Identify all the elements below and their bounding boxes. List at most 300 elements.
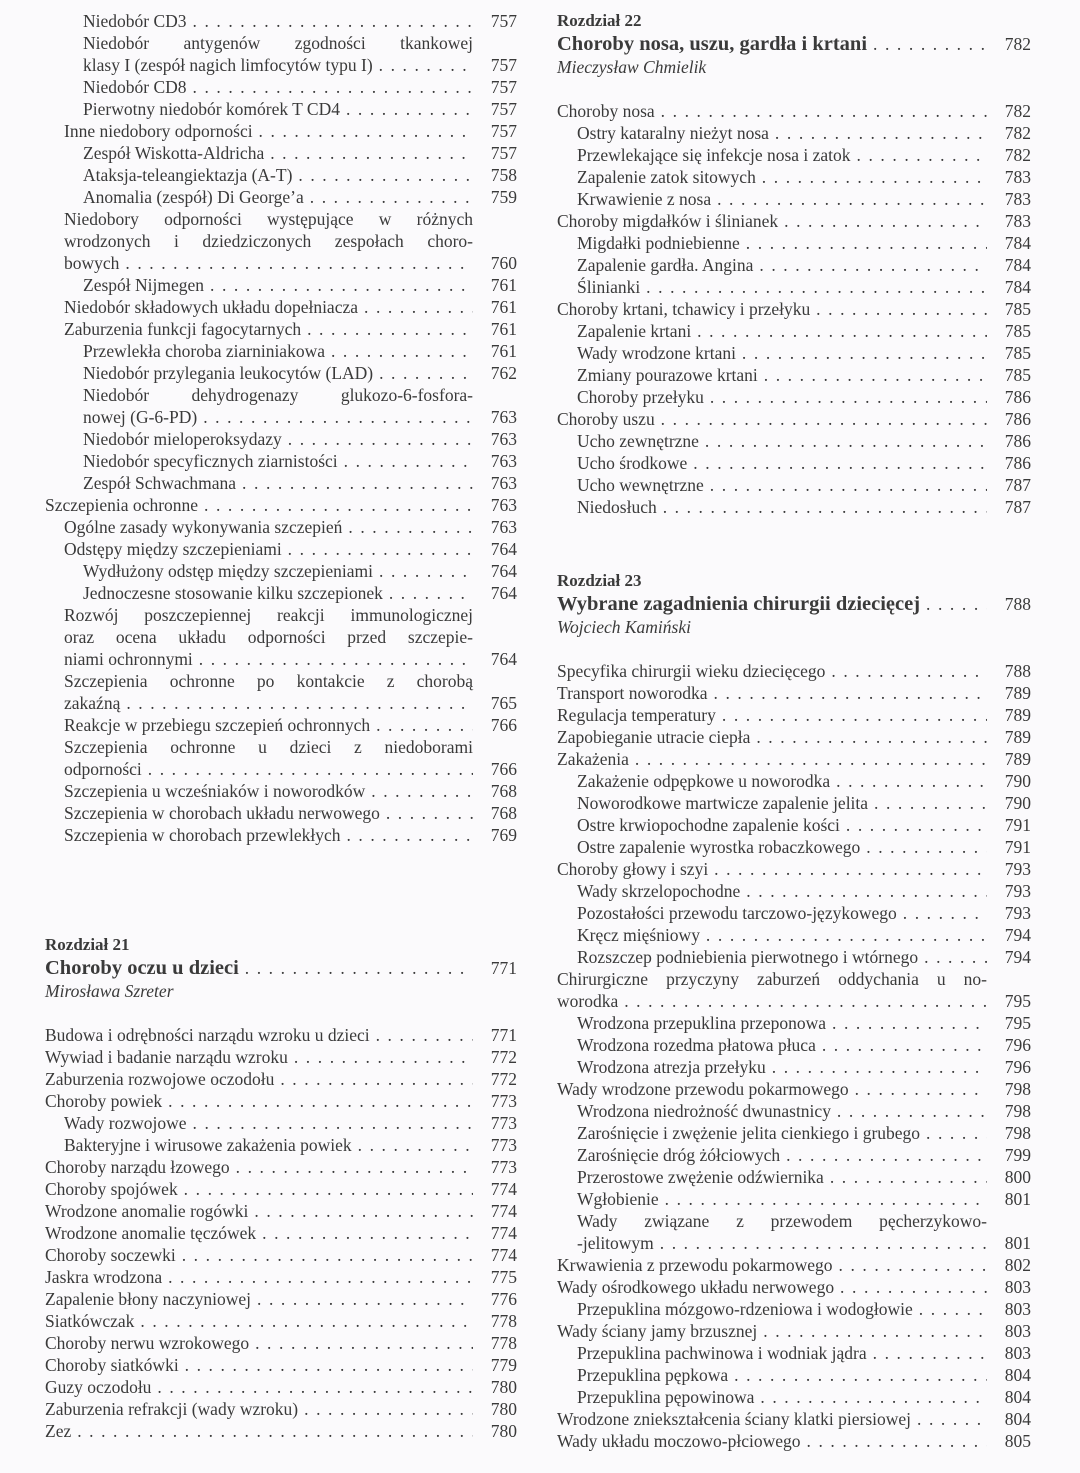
chapter-title: Choroby oczu u dzieci . . bbox=[45, 956, 473, 980]
toc-entry[interactable] bbox=[45, 186, 517, 208]
toc-entry[interactable] bbox=[45, 1134, 517, 1156]
toc-entry[interactable] bbox=[557, 342, 1031, 364]
toc-entry-title: Szczepienia w chorobach przewlekłych . . bbox=[64, 824, 473, 846]
toc-entry-page: 773 bbox=[490, 1135, 517, 1155]
toc-entry[interactable] bbox=[45, 274, 517, 296]
toc-entry-page: 763 bbox=[490, 451, 517, 471]
toc-entry-page: 796 bbox=[1004, 1035, 1031, 1055]
toc-entry-title: Zakażenie odpępkowe u noworodka . . bbox=[577, 770, 987, 792]
toc-entry-title: Anomalia (zespół) Di George’a . . bbox=[83, 186, 473, 208]
toc-entry-page: 763 bbox=[490, 473, 517, 493]
toc-entry-page: 785 bbox=[1004, 343, 1031, 363]
toc-entry[interactable] bbox=[557, 1078, 1031, 1100]
toc-entry-title: Ucho zewnętrzne . . bbox=[577, 430, 987, 452]
toc-entry-page: 776 bbox=[490, 1289, 517, 1309]
toc-entry-title: Budowa i odrębności narządu wzroku u dzieci . . bbox=[45, 1024, 473, 1046]
toc-entry[interactable] bbox=[45, 1288, 517, 1310]
chapter-page: 782 bbox=[1004, 34, 1031, 54]
toc-entry-page: 780 bbox=[490, 1421, 517, 1441]
toc-entry[interactable] bbox=[557, 1100, 1031, 1122]
toc-entry-title: Zespół Schwachmana . . bbox=[83, 472, 473, 494]
toc-entry-page: 785 bbox=[1004, 299, 1031, 319]
toc-entry[interactable] bbox=[45, 670, 517, 714]
toc-entry-page: 787 bbox=[1004, 497, 1031, 517]
toc-entry-page: 764 bbox=[490, 583, 517, 603]
toc-entry[interactable] bbox=[45, 736, 517, 780]
toc-entry-page: 766 bbox=[490, 715, 517, 735]
toc-entry-title: klasy I (zespół nagich limfocytów typu I) . . bbox=[83, 54, 473, 76]
toc-entry-page: 775 bbox=[490, 1267, 517, 1287]
toc-entry[interactable] bbox=[557, 210, 1031, 232]
toc-entry-title: Przewlekające się infekcje nosa i zatok . . bbox=[577, 144, 987, 166]
toc-entry[interactable] bbox=[45, 1156, 517, 1178]
toc-entry-title: Krwawienia z przewodu pokarmowego . . bbox=[557, 1254, 987, 1276]
toc-entry-title: Wady układu moczowo-płciowego . . bbox=[557, 1430, 987, 1452]
toc-entry[interactable] bbox=[45, 296, 517, 318]
toc-entry-page: 789 bbox=[1004, 705, 1031, 725]
toc-entry[interactable] bbox=[557, 682, 1031, 704]
toc-entry[interactable] bbox=[45, 362, 517, 384]
toc-entry-page: 803 bbox=[1004, 1321, 1031, 1341]
toc-entry-page: 793 bbox=[1004, 881, 1031, 901]
toc-entry-title: Jednoczesne stosowanie kilku szczepionek . . bbox=[83, 582, 473, 604]
toc-entry-page: 782 bbox=[1004, 145, 1031, 165]
toc-entry-title: Wady skrzelopochodne . . bbox=[577, 880, 987, 902]
toc-entry-title: Zapobieganie utracie ciepła . . bbox=[557, 726, 987, 748]
toc-entry-page: 768 bbox=[490, 781, 517, 801]
toc-entry[interactable] bbox=[557, 836, 1031, 858]
toc-entry-title: Rozszczep podniebienia pierwotnego i wtórnego . . bbox=[577, 946, 987, 968]
chapter-21-entries bbox=[45, 1024, 517, 1442]
toc-entry-page: 800 bbox=[1004, 1167, 1031, 1187]
toc-entry-title: -jelitowym . . bbox=[577, 1232, 987, 1254]
toc-entry-title: Ostre zapalenie wyrostka robaczkowego . . bbox=[577, 836, 987, 858]
toc-entry[interactable] bbox=[557, 748, 1031, 770]
toc-entry-title: Niedosłuch . . bbox=[577, 496, 987, 518]
toc-entry[interactable] bbox=[557, 1188, 1031, 1210]
chapter-title-row[interactable] bbox=[557, 592, 1031, 616]
toc-entry-title: Zespół Nijmegen . . bbox=[83, 274, 473, 296]
toc-entry-title: Niedobór specyficznych ziarnistości . . bbox=[83, 450, 473, 472]
toc-entry[interactable] bbox=[557, 298, 1031, 320]
toc-entry-page: 804 bbox=[1004, 1365, 1031, 1385]
toc-entry[interactable] bbox=[557, 1386, 1031, 1408]
toc-entry-title: Niedobór CD8 . . bbox=[83, 76, 473, 98]
toc-entry-page: 772 bbox=[490, 1069, 517, 1089]
toc-entry[interactable] bbox=[557, 880, 1031, 902]
toc-entry-title: Choroby narządu łzowego . . bbox=[45, 1156, 473, 1178]
toc-entry-page: 762 bbox=[490, 363, 517, 383]
toc-entry[interactable] bbox=[557, 452, 1031, 474]
toc-entry-last-line bbox=[83, 54, 517, 76]
toc-entry-page: 763 bbox=[490, 429, 517, 449]
toc-entry[interactable] bbox=[45, 472, 517, 494]
toc-entry[interactable] bbox=[45, 76, 517, 98]
toc-entry-page: 758 bbox=[490, 165, 517, 185]
toc-entry[interactable] bbox=[45, 1024, 517, 1046]
toc-entry[interactable] bbox=[45, 780, 517, 802]
toc-entry[interactable] bbox=[557, 1298, 1031, 1320]
toc-entry-title: Choroby przełyku . . bbox=[577, 386, 987, 408]
toc-entry[interactable] bbox=[45, 1068, 517, 1090]
toc-entry[interactable] bbox=[45, 1200, 517, 1222]
toc-entry-title: Transport noworodka . . bbox=[557, 682, 987, 704]
toc-entry[interactable] bbox=[557, 496, 1031, 518]
toc-entry[interactable] bbox=[557, 858, 1031, 880]
toc-entry[interactable] bbox=[557, 946, 1031, 968]
toc-entry[interactable] bbox=[557, 1254, 1031, 1276]
toc-entry-title: Kręcz mięśniowy . . bbox=[577, 924, 987, 946]
toc-entry-page: 789 bbox=[1004, 683, 1031, 703]
toc-entry-title: Reakcje w przebiegu szczepień ochronnych . . bbox=[64, 714, 473, 736]
toc-entry[interactable] bbox=[557, 166, 1031, 188]
chapter-page: 771 bbox=[490, 958, 517, 978]
chapter-author: Mieczysław Chmielik bbox=[557, 57, 707, 77]
toc-entry-page: 794 bbox=[1004, 925, 1031, 945]
toc-entry[interactable] bbox=[557, 408, 1031, 430]
toc-entry[interactable] bbox=[557, 188, 1031, 210]
toc-entry-page: 761 bbox=[490, 297, 517, 317]
toc-entry-title: Krwawienie z nosa . . bbox=[577, 188, 987, 210]
chapter-22 bbox=[557, 10, 1031, 518]
toc-entry[interactable] bbox=[45, 582, 517, 604]
toc-entry[interactable] bbox=[45, 120, 517, 142]
toc-entry[interactable] bbox=[45, 142, 517, 164]
toc-entry-page: 774 bbox=[490, 1201, 517, 1221]
toc-entry-page: 803 bbox=[1004, 1299, 1031, 1319]
toc-entry[interactable] bbox=[45, 32, 517, 76]
toc-entry-title: Ogólne zasady wykonywania szczepień . . bbox=[64, 516, 473, 538]
toc-list-continued bbox=[45, 10, 517, 846]
toc-entry-page: 803 bbox=[1004, 1277, 1031, 1297]
chapter-page: 788 bbox=[1004, 594, 1031, 614]
toc-entry-page: 779 bbox=[490, 1355, 517, 1375]
spacer bbox=[557, 638, 1031, 660]
toc-entry-title: Przepuklina mózgowo-rdzeniowa i wodogłowie . . bbox=[577, 1298, 987, 1320]
toc-entry-title: niami ochronnymi . . bbox=[64, 648, 473, 670]
toc-entry-page: 786 bbox=[1004, 453, 1031, 473]
chapter-label: Rozdział 21 bbox=[45, 935, 130, 954]
toc-entry-page: 782 bbox=[1004, 101, 1031, 121]
toc-entry-page: 778 bbox=[490, 1333, 517, 1353]
chapter-title-row[interactable] bbox=[45, 956, 517, 980]
toc-entry[interactable] bbox=[45, 98, 517, 120]
toc-entry[interactable] bbox=[557, 232, 1031, 254]
toc-entry-title: Zaburzenia funkcji fagocytarnych . . bbox=[64, 318, 473, 340]
toc-entry[interactable] bbox=[45, 318, 517, 340]
toc-entry-page: 757 bbox=[490, 11, 517, 31]
chapter-title-row[interactable] bbox=[557, 32, 1031, 56]
toc-entry-page: 793 bbox=[1004, 859, 1031, 879]
toc-entry-page: 805 bbox=[1004, 1431, 1031, 1451]
toc-entry-title: Noworodkowe martwicze zapalenie jelita . . bbox=[577, 792, 987, 814]
toc-entry[interactable] bbox=[557, 968, 1031, 1012]
toc-entry[interactable] bbox=[45, 1222, 517, 1244]
toc-entry-title: Zarośnięcie i zwężenie jelita cienkiego i grubego . . bbox=[577, 1122, 987, 1144]
toc-entry[interactable] bbox=[557, 902, 1031, 924]
toc-entry-page: 780 bbox=[490, 1377, 517, 1397]
toc-entry-title: Zapalenie zatok sitowych . . bbox=[577, 166, 987, 188]
toc-entry[interactable] bbox=[557, 1408, 1031, 1430]
toc-entry[interactable] bbox=[45, 164, 517, 186]
toc-entry-title: Zespół Wiskotta-Aldricha . . bbox=[83, 142, 473, 164]
toc-entry-title: worodka . . bbox=[557, 990, 987, 1012]
toc-entry-page: 784 bbox=[1004, 233, 1031, 253]
toc-entry[interactable] bbox=[557, 474, 1031, 496]
toc-entry-last-line bbox=[577, 1232, 1031, 1254]
toc-entry-title: Wady ściany jamy brzusznej . . bbox=[557, 1320, 987, 1342]
toc-entry-title: Choroby soczewki . . bbox=[45, 1244, 473, 1266]
toc-entry-title: Choroby nosa . . bbox=[557, 100, 987, 122]
toc-entry-line: Szczepienia ochronne po kontakcie z chorobą bbox=[64, 671, 473, 691]
toc-entry[interactable] bbox=[45, 208, 517, 274]
toc-entry-page: 763 bbox=[490, 495, 517, 515]
toc-entry-title: Zez . . bbox=[45, 1420, 473, 1442]
toc-entry[interactable] bbox=[557, 276, 1031, 298]
toc-entry[interactable] bbox=[557, 1144, 1031, 1166]
toc-entry[interactable] bbox=[557, 924, 1031, 946]
toc-entry-title: zakaźną . . bbox=[64, 692, 473, 714]
toc-entry[interactable] bbox=[557, 1364, 1031, 1386]
toc-entry-title: Migdałki podniebienne . . bbox=[577, 232, 987, 254]
toc-entry[interactable] bbox=[557, 1056, 1031, 1078]
toc-entry-title: Ślinianki . . bbox=[577, 276, 987, 298]
toc-entry-title: Zaburzenia refrakcji (wady wzroku) . . bbox=[45, 1398, 473, 1420]
chapter-22-entries bbox=[557, 100, 1031, 518]
toc-entry-title: Wady wrodzone krtani . . bbox=[577, 342, 987, 364]
toc-entry-page: 760 bbox=[490, 253, 517, 273]
toc-entry[interactable] bbox=[45, 1332, 517, 1354]
toc-entry[interactable] bbox=[45, 1178, 517, 1200]
toc-entry[interactable] bbox=[557, 1122, 1031, 1144]
toc-entry-page: 774 bbox=[490, 1223, 517, 1243]
toc-entry[interactable] bbox=[557, 1430, 1031, 1452]
toc-entry-title: Specyfika chirurgii wieku dziecięcego . . bbox=[557, 660, 987, 682]
toc-entry[interactable] bbox=[557, 100, 1031, 122]
toc-entry-line: Wady związane z przewodem pęcherzykowo- bbox=[577, 1211, 987, 1231]
toc-entry[interactable] bbox=[557, 726, 1031, 748]
toc-entry-title: odporności . . bbox=[64, 758, 473, 780]
toc-entry-title: Choroby głowy i szyi . . bbox=[557, 858, 987, 880]
toc-entry-page: 796 bbox=[1004, 1057, 1031, 1077]
toc-entry-page: 787 bbox=[1004, 475, 1031, 495]
toc-entry[interactable] bbox=[557, 770, 1031, 792]
toc-entry-page: 759 bbox=[490, 187, 517, 207]
toc-entry-page: 780 bbox=[490, 1399, 517, 1419]
chapter-23-entries bbox=[557, 660, 1031, 1452]
toc-entry[interactable] bbox=[557, 320, 1031, 342]
toc-entry-page: 784 bbox=[1004, 277, 1031, 297]
toc-entry-line: Niedobór antygenów zgodności tkankowej bbox=[83, 33, 473, 53]
toc-entry[interactable] bbox=[45, 1112, 517, 1134]
toc-entry-page: 793 bbox=[1004, 903, 1031, 923]
toc-entry[interactable] bbox=[45, 1310, 517, 1332]
toc-entry-title: Bakteryjne i wirusowe zakażenia powiek . . bbox=[64, 1134, 473, 1156]
toc-entry-title: Ucho środkowe . . bbox=[577, 452, 987, 474]
toc-entry-page: 757 bbox=[490, 121, 517, 141]
toc-entry-last-line bbox=[64, 758, 517, 780]
toc-entry-title: Ucho wewnętrzne . . bbox=[577, 474, 987, 496]
toc-entry-line: wrodzonych i dziedziczonych zespołach choro- bbox=[64, 231, 473, 251]
toc-entry-title: nowej (G-6-PD) . . bbox=[83, 406, 473, 428]
toc-entry-title: Przepuklina pępowinowa . . bbox=[577, 1386, 987, 1408]
toc-entry-title: Choroby powiek . . bbox=[45, 1090, 473, 1112]
toc-entry-page: 783 bbox=[1004, 189, 1031, 209]
toc-entry-page: 786 bbox=[1004, 431, 1031, 451]
toc-entry-title: Pozostałości przewodu tarczowo-językowego . . bbox=[577, 902, 987, 924]
toc-entry-page: 765 bbox=[490, 693, 517, 713]
toc-entry-title: Guzy oczodołu . . bbox=[45, 1376, 473, 1398]
chapter-label: Rozdział 23 bbox=[557, 571, 642, 590]
toc-entry[interactable] bbox=[45, 1244, 517, 1266]
toc-entry-title: Siatkówczak . . bbox=[45, 1310, 473, 1332]
toc-entry-page: 795 bbox=[1004, 991, 1031, 1011]
toc-entry[interactable] bbox=[557, 144, 1031, 166]
toc-entry[interactable] bbox=[557, 1276, 1031, 1298]
toc-entry-title: Niedobór przylegania leukocytów (LAD) . . bbox=[83, 362, 473, 384]
toc-entry[interactable] bbox=[557, 1342, 1031, 1364]
toc-entry-page: 764 bbox=[490, 539, 517, 559]
toc-entry[interactable] bbox=[557, 430, 1031, 452]
toc-entry[interactable] bbox=[45, 1398, 517, 1420]
toc-entry[interactable] bbox=[45, 802, 517, 824]
toc-entry-page: 798 bbox=[1004, 1123, 1031, 1143]
spacer bbox=[45, 846, 517, 934]
toc-entry[interactable] bbox=[557, 1320, 1031, 1342]
toc-entry-title: Wrodzona przepuklina przeponowa . . bbox=[577, 1012, 987, 1034]
toc-entry[interactable] bbox=[557, 704, 1031, 726]
toc-entry-title: Wrodzone anomalie rogówki . . bbox=[45, 1200, 473, 1222]
spacer bbox=[45, 1002, 517, 1024]
toc-entry-title: Niedobór mieloperoksydazy . . bbox=[83, 428, 473, 450]
toc-entry[interactable] bbox=[45, 340, 517, 362]
toc-entry[interactable] bbox=[45, 1090, 517, 1112]
toc-entry-title: Niedobór CD3 . . bbox=[83, 10, 473, 32]
toc-entry[interactable] bbox=[45, 824, 517, 846]
toc-entry[interactable] bbox=[557, 1012, 1031, 1034]
toc-entry[interactable] bbox=[557, 1034, 1031, 1056]
toc-entry[interactable] bbox=[557, 122, 1031, 144]
toc-entry-page: 772 bbox=[490, 1047, 517, 1067]
toc-entry-page: 764 bbox=[490, 649, 517, 669]
toc-entry[interactable] bbox=[45, 560, 517, 582]
toc-entry-page: 804 bbox=[1004, 1387, 1031, 1407]
toc-entry-title: Pierwotny niedobór komórek T CD4 . . bbox=[83, 98, 473, 120]
toc-entry-last-line bbox=[83, 406, 517, 428]
toc-entry-title: Choroby uszu . . bbox=[557, 408, 987, 430]
chapter-23 bbox=[557, 570, 1031, 1452]
toc-entry[interactable] bbox=[45, 1354, 517, 1376]
toc-entry-page: 783 bbox=[1004, 211, 1031, 231]
toc-entry[interactable] bbox=[557, 386, 1031, 408]
toc-entry-title: bowych . . bbox=[64, 252, 473, 274]
toc-entry-title: Niedobór składowych układu dopełniacza . . bbox=[64, 296, 473, 318]
toc-entry[interactable] bbox=[45, 604, 517, 670]
toc-entry-page: 766 bbox=[490, 759, 517, 779]
toc-entry[interactable] bbox=[45, 10, 517, 32]
toc-entry-line: oraz ocena układu odporności przed szczepie- bbox=[64, 627, 473, 647]
toc-entry[interactable] bbox=[45, 1420, 517, 1442]
toc-entry[interactable] bbox=[45, 516, 517, 538]
toc-entry-line: Chirurgiczne przyczyny zaburzeń oddychania u no- bbox=[557, 969, 987, 989]
toc-entry-title: Wrodzona atrezja przełyku . . bbox=[577, 1056, 987, 1078]
toc-entry-last-line bbox=[557, 990, 1031, 1012]
toc-entry[interactable] bbox=[45, 714, 517, 736]
toc-entry-title: Przerostowe zwężenie odźwiernika . . bbox=[577, 1166, 987, 1188]
right-column bbox=[557, 10, 1031, 1452]
toc-entry[interactable] bbox=[557, 1210, 1031, 1254]
toc-entry-title: Choroby krtani, tchawicy i przełyku . . bbox=[557, 298, 987, 320]
toc-entry-page: 798 bbox=[1004, 1101, 1031, 1121]
toc-entry-title: Wrodzona niedrożność dwunastnicy . . bbox=[577, 1100, 987, 1122]
toc-entry[interactable] bbox=[45, 494, 517, 516]
toc-entry[interactable] bbox=[45, 1046, 517, 1068]
toc-entry-page: 786 bbox=[1004, 387, 1031, 407]
toc-entry-page: 798 bbox=[1004, 1079, 1031, 1099]
toc-entry[interactable] bbox=[557, 792, 1031, 814]
toc-entry-page: 803 bbox=[1004, 1343, 1031, 1363]
chapter-author: Mirosława Szreter bbox=[45, 981, 174, 1001]
toc-entry-title: Wydłużony odstęp między szczepieniami . . bbox=[83, 560, 473, 582]
toc-entry-title: Ostre krwiopochodne zapalenie kości . . bbox=[577, 814, 987, 836]
toc-entry-title: Szczepienia u wcześniaków i noworodków . . bbox=[64, 780, 473, 802]
spacer bbox=[557, 518, 1031, 570]
toc-entry[interactable] bbox=[557, 364, 1031, 386]
toc-entry-page: 757 bbox=[490, 99, 517, 119]
toc-entry-page: 794 bbox=[1004, 947, 1031, 967]
toc-entry-title: Choroby spojówek . . bbox=[45, 1178, 473, 1200]
toc-entry-title: Wady rozwojowe . . bbox=[64, 1112, 473, 1134]
toc-entry-title: Zapalenie krtani . . bbox=[577, 320, 987, 342]
toc-entry-page: 785 bbox=[1004, 365, 1031, 385]
toc-entry[interactable] bbox=[45, 384, 517, 428]
toc-entry-page: 761 bbox=[490, 341, 517, 361]
toc-entry-page: 773 bbox=[490, 1157, 517, 1177]
toc-entry-title: Przepuklina pępkowa . . bbox=[577, 1364, 987, 1386]
toc-entry[interactable] bbox=[45, 428, 517, 450]
toc-entry-page: 773 bbox=[490, 1091, 517, 1111]
toc-entry-page: 791 bbox=[1004, 837, 1031, 857]
toc-entry[interactable] bbox=[45, 450, 517, 472]
toc-entry-page: 763 bbox=[490, 407, 517, 427]
toc-entry-title: Ostry kataralny nieżyt nosa . . bbox=[577, 122, 987, 144]
chapter-author: Wojciech Kamiński bbox=[557, 617, 691, 637]
toc-entry-title: Wgłobienie . . bbox=[577, 1188, 987, 1210]
toc-entry-title: Wywiad i badanie narządu wzroku . . bbox=[45, 1046, 473, 1068]
toc-entry[interactable] bbox=[45, 1376, 517, 1398]
toc-entry[interactable] bbox=[557, 254, 1031, 276]
toc-entry-title: Choroby migdałków i ślinianek . . bbox=[557, 210, 987, 232]
toc-entry-page: 790 bbox=[1004, 793, 1031, 813]
toc-entry[interactable] bbox=[557, 1166, 1031, 1188]
toc-entry-page: 786 bbox=[1004, 409, 1031, 429]
toc-entry-page: 801 bbox=[1004, 1189, 1031, 1209]
toc-entry[interactable] bbox=[45, 1266, 517, 1288]
toc-entry-title: Wrodzone zniekształcenia ściany klatki piersiowej . . bbox=[557, 1408, 987, 1430]
toc-entry-line: Rozwój poszczepiennej reakcji immunologicznej bbox=[64, 605, 473, 625]
toc-entry-page: 761 bbox=[490, 275, 517, 295]
toc-entry-title: Regulacja temperatury . . bbox=[557, 704, 987, 726]
toc-entry[interactable] bbox=[45, 538, 517, 560]
toc-entry-title: Choroby nerwu wzrokowego . . bbox=[45, 1332, 473, 1354]
toc-entry[interactable] bbox=[557, 814, 1031, 836]
toc-entry-page: 774 bbox=[490, 1245, 517, 1265]
toc-entry[interactable] bbox=[557, 660, 1031, 682]
toc-entry-page: 790 bbox=[1004, 771, 1031, 791]
toc-entry-page: 801 bbox=[1004, 1233, 1031, 1253]
toc-entry-title: Wrodzone anomalie tęczówek . . bbox=[45, 1222, 473, 1244]
toc-entry-page: 764 bbox=[490, 561, 517, 581]
